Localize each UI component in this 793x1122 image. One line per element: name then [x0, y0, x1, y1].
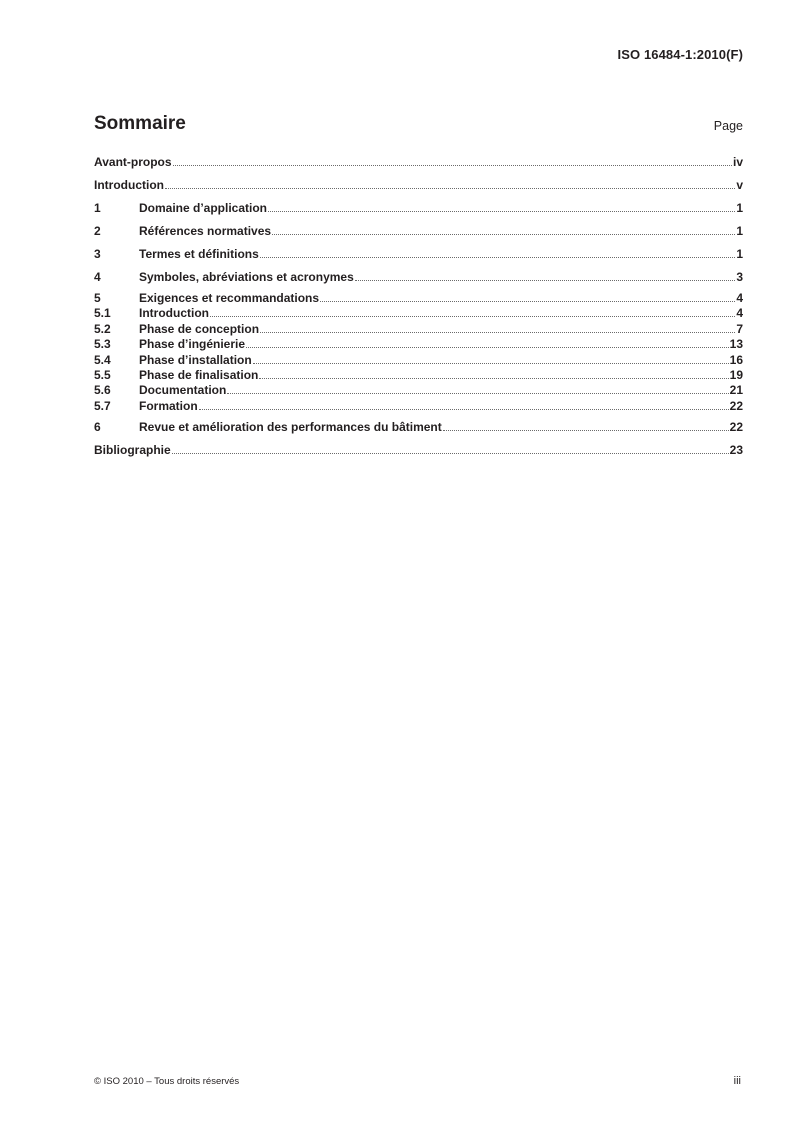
toc-entry-section-5-7[interactable]	[94, 400, 743, 412]
toc-entry-number: 4	[94, 270, 101, 284]
dot-leader	[172, 452, 729, 454]
toc-entry-section-5-4[interactable]	[94, 354, 743, 366]
toc-entry-page: 7	[736, 321, 743, 336]
toc-entry-section-5-1[interactable]	[94, 307, 743, 319]
toc-entry-section-5-6[interactable]	[94, 384, 743, 396]
dot-leader	[355, 279, 736, 281]
toc-entry-title: Phase d’installation	[139, 352, 252, 367]
toc-entry-page: 1	[736, 247, 743, 261]
toc-entry-title: Termes et définitions	[139, 247, 259, 261]
toc-entry-section-5[interactable]	[94, 292, 743, 304]
toc-entry-title: Phase de finalisation	[139, 367, 259, 382]
toc-entry-section-3[interactable]	[94, 246, 743, 262]
toc-entry-number: 1	[94, 201, 101, 215]
dot-leader	[227, 392, 728, 394]
dot-leader	[260, 256, 736, 258]
toc-entry-title: Formation	[139, 398, 198, 413]
toc-entry-page: 21	[729, 383, 743, 398]
toc-entry-page: 3	[736, 270, 743, 284]
toc-page-label: Page	[713, 119, 743, 133]
toc-entry-number: 5.4	[94, 352, 111, 367]
toc-entry-page: 22	[729, 419, 743, 434]
dot-leader	[253, 362, 729, 364]
toc-entry-number: 5	[94, 291, 101, 305]
toc-entry-page: 19	[729, 367, 743, 382]
dot-leader	[246, 346, 729, 348]
toc-entry-section-5-5[interactable]	[94, 369, 743, 381]
toc-entry-page: 1	[736, 201, 743, 215]
toc-entry-title: Documentation	[139, 383, 227, 398]
toc-header	[94, 111, 743, 135]
toc-entry-foreword[interactable]	[94, 154, 743, 170]
toc-entry-section-4[interactable]	[94, 269, 743, 285]
toc-entry-number: 6	[94, 419, 101, 434]
toc-entry-title: Introduction	[94, 178, 164, 192]
toc-entry-title: Phase de conception	[139, 321, 260, 336]
toc-entry-page: 23	[729, 442, 743, 457]
toc-entry-page: 16	[729, 352, 743, 367]
dot-leader	[260, 331, 735, 333]
toc-entry-page: 22	[729, 398, 743, 413]
table-of-contents	[94, 154, 743, 465]
toc-entry-number: 5.5	[94, 367, 111, 382]
toc-entry-section-6[interactable]	[94, 419, 743, 435]
toc-entry-number: 3	[94, 247, 101, 261]
toc-entry-section-5-2[interactable]	[94, 323, 743, 335]
toc-entry-number: 5.1	[94, 306, 111, 321]
toc-entry-title: Revue et amélioration des performances du bâtiment	[139, 419, 442, 434]
toc-entry-number: 5.7	[94, 398, 111, 413]
dot-leader	[443, 429, 729, 431]
toc-entry-introduction[interactable]	[94, 177, 743, 193]
toc-entry-title: Domaine d’application	[139, 201, 268, 215]
toc-entry-section-1[interactable]	[94, 200, 743, 216]
dot-leader	[259, 377, 728, 379]
toc-entry-title: Avant-propos	[94, 155, 172, 169]
document-id: ISO 16484-1:2010(F)	[617, 47, 743, 62]
toc-entry-page: v	[736, 178, 743, 192]
toc-entry-title: Introduction	[139, 306, 209, 321]
toc-entry-page: 1	[736, 224, 743, 238]
footer-page-number: iii	[733, 1075, 741, 1087]
dot-leader	[165, 187, 735, 189]
toc-entry-page: 4	[736, 291, 743, 305]
toc-entry-bibliography[interactable]	[94, 442, 743, 458]
toc-entry-number: 5.3	[94, 337, 111, 352]
toc-entry-title: Exigences et recommandations	[139, 291, 320, 305]
toc-entry-page: 13	[729, 337, 743, 352]
toc-entry-title: Bibliographie	[94, 442, 171, 457]
dot-leader	[173, 164, 732, 166]
toc-title: Sommaire	[94, 113, 186, 134]
toc-entry-number: 2	[94, 224, 101, 238]
toc-entry-page: 4	[736, 306, 743, 321]
dot-leader	[210, 315, 735, 317]
toc-entry-number: 5.2	[94, 321, 111, 336]
toc-entry-number: 5.6	[94, 383, 111, 398]
toc-entry-title: Phase d’ingénierie	[139, 337, 246, 352]
dot-leader	[199, 408, 729, 410]
toc-entry-section-2[interactable]	[94, 223, 743, 239]
toc-entry-section-5-3[interactable]	[94, 338, 743, 350]
toc-entry-page: iv	[732, 155, 743, 169]
dot-leader	[272, 233, 735, 235]
dot-leader	[268, 210, 735, 212]
dot-leader	[320, 300, 735, 302]
footer-copyright: © ISO 2010 – Tous droits réservés	[94, 1076, 240, 1087]
toc-entry-title: Références normatives	[139, 224, 272, 238]
toc-entry-title: Symboles, abréviations et acronymes	[139, 270, 354, 284]
